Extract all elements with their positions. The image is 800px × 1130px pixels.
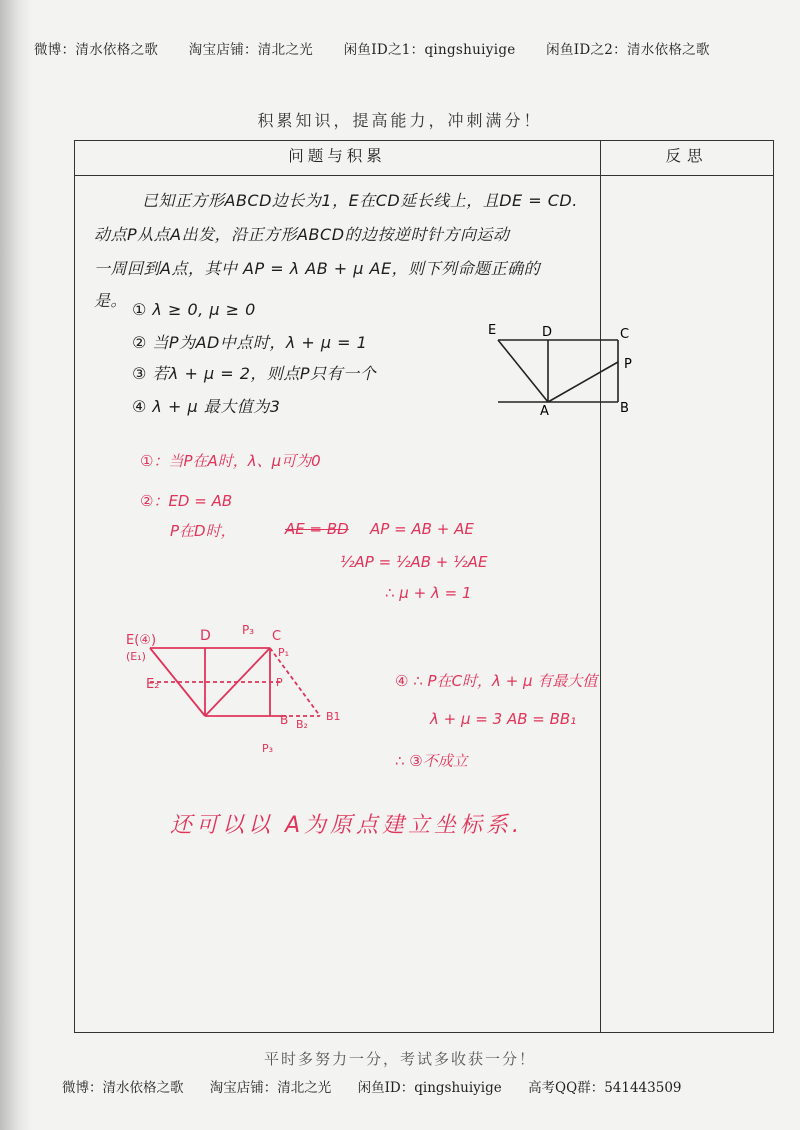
fig2-label-e1: (E₁) <box>126 650 146 663</box>
bottom-banner <box>62 1076 782 1096</box>
solution-note: 还可以以 A为原点建立坐标系. <box>170 813 524 838</box>
solution-step-7: λ + μ = 3 AB = BB₁ <box>430 710 577 728</box>
fig2-label-b2: B₂ <box>296 718 308 731</box>
problem-line-3: 一周回到A点，其中 AP = λ AB + μ AE，则下列命题正确的 <box>94 259 541 278</box>
fig1-label-c: C <box>620 327 630 342</box>
motto-bottom: 平时多努力一分，考试多收获一分！ <box>263 1050 536 1068</box>
fig2-label-c: C <box>272 629 282 644</box>
page-edge-shadow <box>0 0 32 1130</box>
top-banner <box>34 38 774 58</box>
solution-step-6: ④ ∴ P在C时，λ + μ 有最大值 <box>395 672 598 690</box>
xianyu-id-1: 闲鱼ID之1：qingshuiyige <box>343 42 516 58</box>
xianyu-id-2: 闲鱼ID之2：清水依格之歌 <box>546 42 710 58</box>
fig2-label-b: B <box>280 713 289 727</box>
fig2-label-p1: P₁ <box>278 646 290 659</box>
fig2-label-e2: E₂ <box>146 677 160 692</box>
fig2-label-p3b: P₃ <box>262 742 274 755</box>
fig1-label-a: A <box>540 404 549 419</box>
motto-top: 积累知识，提高能力，冲刺满分！ <box>257 111 543 130</box>
solution-step-3b: AE = BD <box>285 520 349 538</box>
fig1-label-e: E <box>488 323 497 338</box>
fig1-label-b: B <box>620 401 629 416</box>
red-figure <box>120 620 360 760</box>
option-2: ② 当P为AD中点时，λ + μ = 1 <box>132 333 368 352</box>
solution-step-3a: P在D时， <box>170 522 236 540</box>
weibo-top: 微博：清水依格之歌 <box>34 42 159 58</box>
fig2-label-b1: B1 <box>326 710 341 723</box>
solution-step-5: ∴ μ + λ = 1 <box>385 584 472 602</box>
fig1-label-d: D <box>542 325 553 340</box>
weibo-bottom: 微博：清水依格之歌 <box>62 1080 184 1096</box>
column-header-reflect: 反思 <box>665 147 709 165</box>
problem-line-4: 是。 <box>94 291 128 310</box>
option-4: ④ λ + μ 最大值为3 <box>132 397 281 416</box>
column-header-main: 问题与积累 <box>288 147 386 165</box>
solution-step-4: ½AP = ½AB + ½AE <box>340 553 488 571</box>
fig1-label-p: P <box>624 357 632 372</box>
fig2-label-p3: P₃ <box>242 623 255 637</box>
problem-line-2: 动点P从点A出发，沿正方形ABCD的边按逆时针方向运动 <box>94 225 510 244</box>
xianyu-bottom: 闲鱼ID：qingshuiyige <box>357 1080 502 1096</box>
option-3: ③ 若λ + μ = 2，则点P只有一个 <box>132 364 377 383</box>
fig2-label-e: E(④) <box>126 633 157 648</box>
solution-step-2: ②：ED = AB <box>140 492 233 510</box>
solution-step-3c: AP = AB + AE <box>370 520 474 538</box>
column-divider <box>600 140 601 1033</box>
option-1: ① λ ≥ 0, μ ≥ 0 <box>132 300 256 319</box>
square-figure <box>480 320 640 420</box>
fig2-label-p: P <box>276 676 283 689</box>
taobao-bottom: 淘宝店铺：清北之光 <box>209 1080 332 1096</box>
problem-line-1: 已知正方形ABCD边长为1，E在CD延长线上，且DE = CD. <box>142 191 578 210</box>
fig2-label-d: D <box>200 628 211 644</box>
solution-step-1: ①：当P在A时，λ、μ可为0 <box>140 452 321 470</box>
solution-step-8: ∴ ③不成立 <box>395 752 468 770</box>
qq-group: 高考QQ群：541443509 <box>528 1080 682 1096</box>
taobao-top: 淘宝店铺：清北之光 <box>188 42 313 58</box>
